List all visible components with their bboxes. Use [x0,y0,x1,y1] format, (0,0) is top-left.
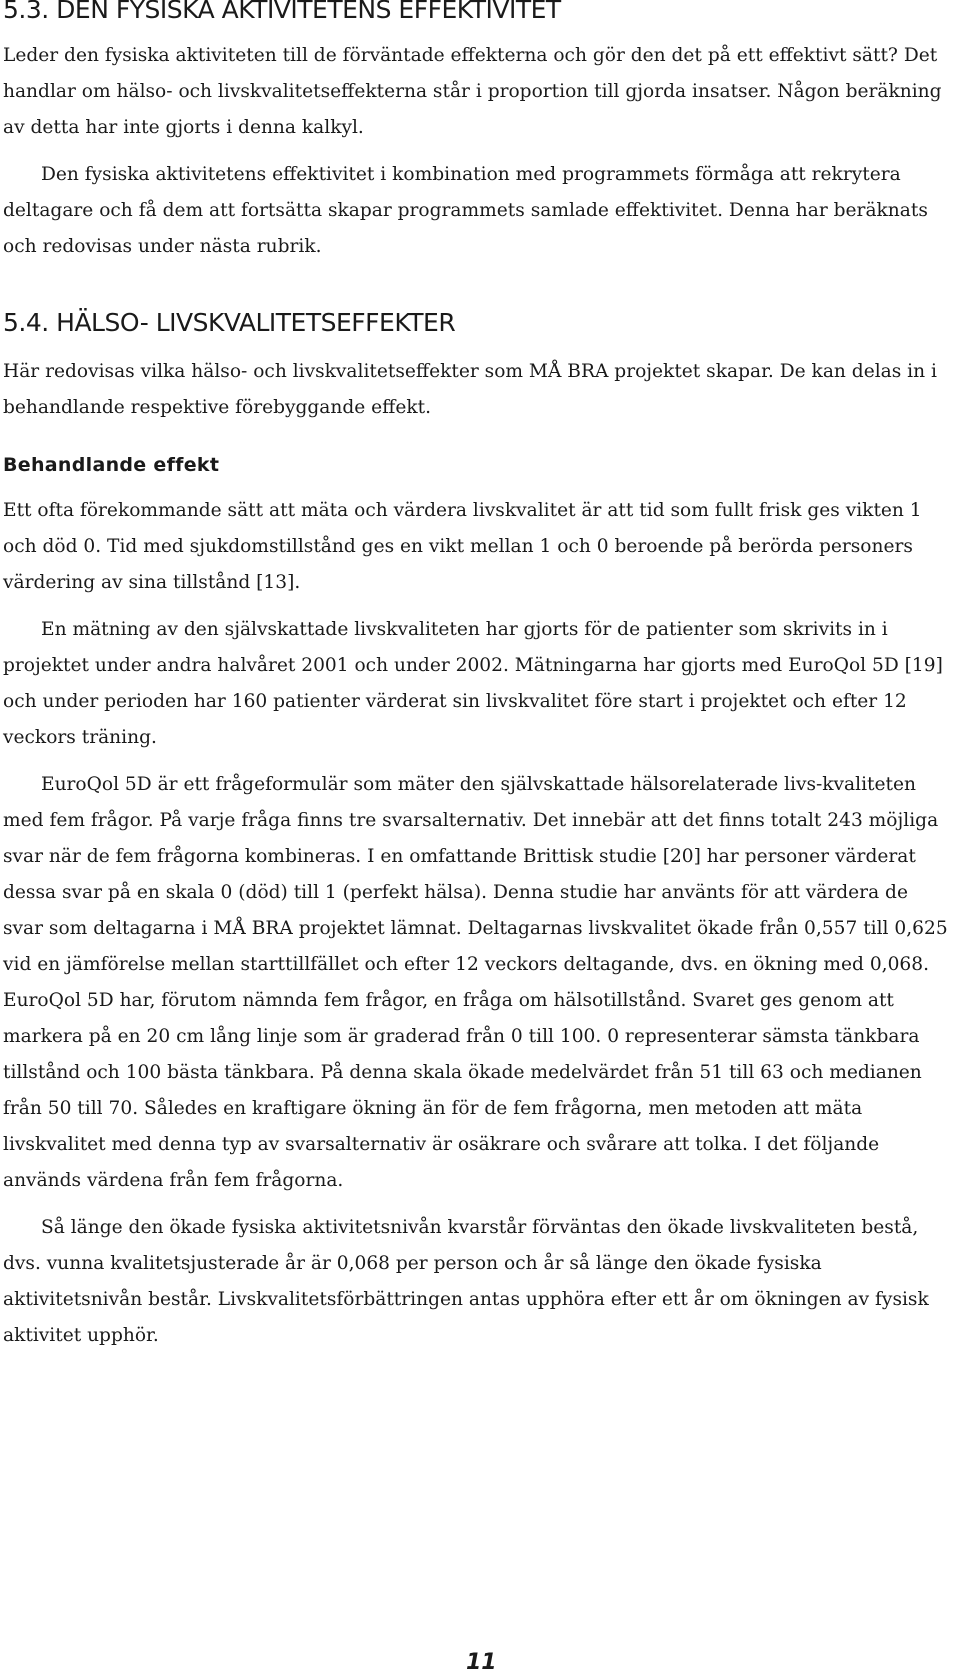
paragraph: Här redovisas vilka hälso- och livskvalitetseffekter som MÅ BRA projektet skapar. De kan delas in i behandlande respektive förebyggande effekt. [3,361,937,418]
subheading-behandlande-effekt: Behandlande effekt [3,454,220,476]
paragraph: En mätning av den självskattade livskvaliteten har gjorts för de patienter som skrivits in i projektet under andra halvåret 2001 och under 2002. Mätningarna har gjorts med EuroQol 5D [19] och under perioden har 160 patienter värderat sin livskvalitet före start i projektet och efter 12 veckors träning. [3,619,943,748]
section-heading-5-4: 5.4. HÄLSO- LIVSKVALITETSEFFEKTER [3,308,456,337]
section-heading-5-3: 5.3. DEN FYSISKA AKTIVITETENS EFFEKTIVITET [3,0,561,24]
paragraph: Så länge den ökade fysiska aktivitetsnivån kvarstår förväntas den ökade livskvaliteten bestå, dvs. vunna kvalitetsjusterade år är 0,068 per person och år så länge den ökade fysiska aktivitetsnivån består. Livskvalitetsförbättringen antas upphöra efter ett år om ökningen av fysisk aktivitet upphör. [3,1217,929,1346]
paragraph: Ett ofta förekommande sätt att mäta och värdera livskvalitet är att tid som fullt frisk ges vikten 1 och död 0. Tid med sjukdomstillstånd ges en vikt mellan 1 och 0 beroende på berörda personers värdering av sina tillstånd [13]. [3,500,922,593]
paragraph: Den fysiska aktivitetens effektivitet i kombination med programmets förmåga att rekrytera deltagare och få dem att fortsätta skapar programmets samlade effektivitet. Denna har beräknats och redovisas under nästa rubrik. [3,164,928,257]
paragraph: EuroQol 5D är ett frågeformulär som mäter den självskattade hälsorelaterade livs-kvaliteten med fem frågor. På varje fråga finns tre svarsalternativ. Det innebär att det finns totalt 243 möjliga svar när de fem frågorna kombineras. I en omfattande Brittisk studie [20] har personer värderat dessa svar på en skala 0 (död) till 1 (perfekt hälsa). Denna studie har använts för att värdera de svar som deltagarna i MÅ BRA projektet lämnat. Deltagarnas livskvalitet ökade från 0,557 till 0,625 vid en jämförelse mellan starttillfället och efter 12 veckors deltagande, dvs. en ökning med 0,068. EuroQol 5D har, förutom nämnda fem frågor, en fråga om hälsotillstånd. Svaret ges genom att markera på en 20 cm lång linje som är graderad från 0 till 100. 0 representerar sämsta tänkbara tillstånd och 100 bästa tänkbara. På denna skala ökade medelvärdet från 51 till 63 och medianen från 50 till 70. Således en kraftigare ökning än för de fem frågorna, men metoden att mäta livskvalitet med denna typ av svarsalternativ är osäkrare och svårare att tolka. I det följande används värdena från fem frågorna. [3,774,948,1191]
paragraph: Leder den fysiska aktiviteten till de förväntade effekterna och gör den det på ett effektivt sätt? Det handlar om hälso- och livskvalitetseffekterna står i proportion till gjorda insatser. Någon beräkning av detta har inte gjorts i denna kalkyl. [3,45,942,138]
page-number: 11 [466,1650,497,1675]
document-page [3,0,953,1354]
